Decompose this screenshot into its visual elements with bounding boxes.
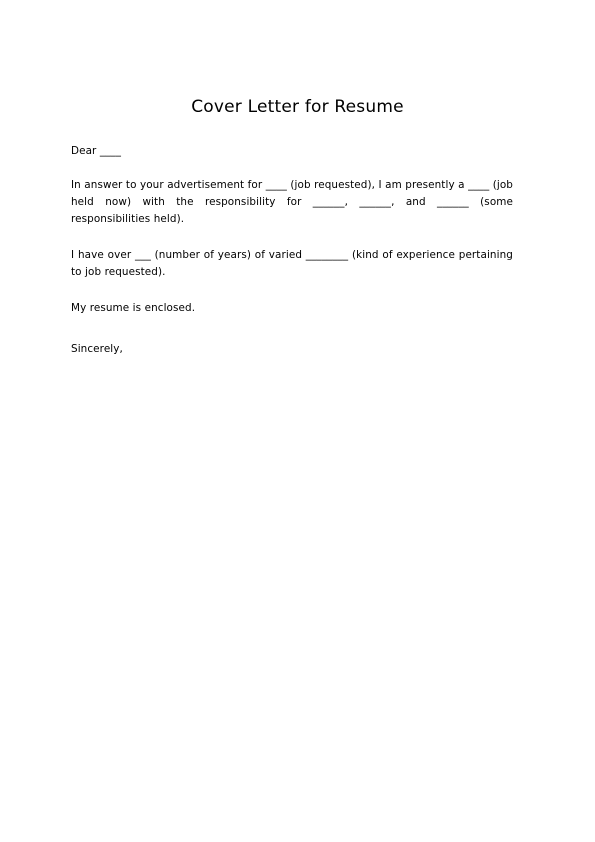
salutation: Dear ____: [71, 145, 122, 157]
paragraph-resume-enclosed: My resume is enclosed.: [71, 302, 196, 314]
paragraph-experience: I have over ___ (number of years) of varied ________ (kind of experience pertaining to job requested).: [71, 249, 513, 278]
closing: Sincerely,: [71, 343, 123, 355]
document-title: Cover Letter for Resume: [191, 97, 404, 117]
paragraph-job-inquiry: In answer to your advertisement for ____ (job requested), I am presently a ____ (job held now) with the responsibility for ______, ______, and ______ (some responsibilities held).: [71, 179, 513, 225]
